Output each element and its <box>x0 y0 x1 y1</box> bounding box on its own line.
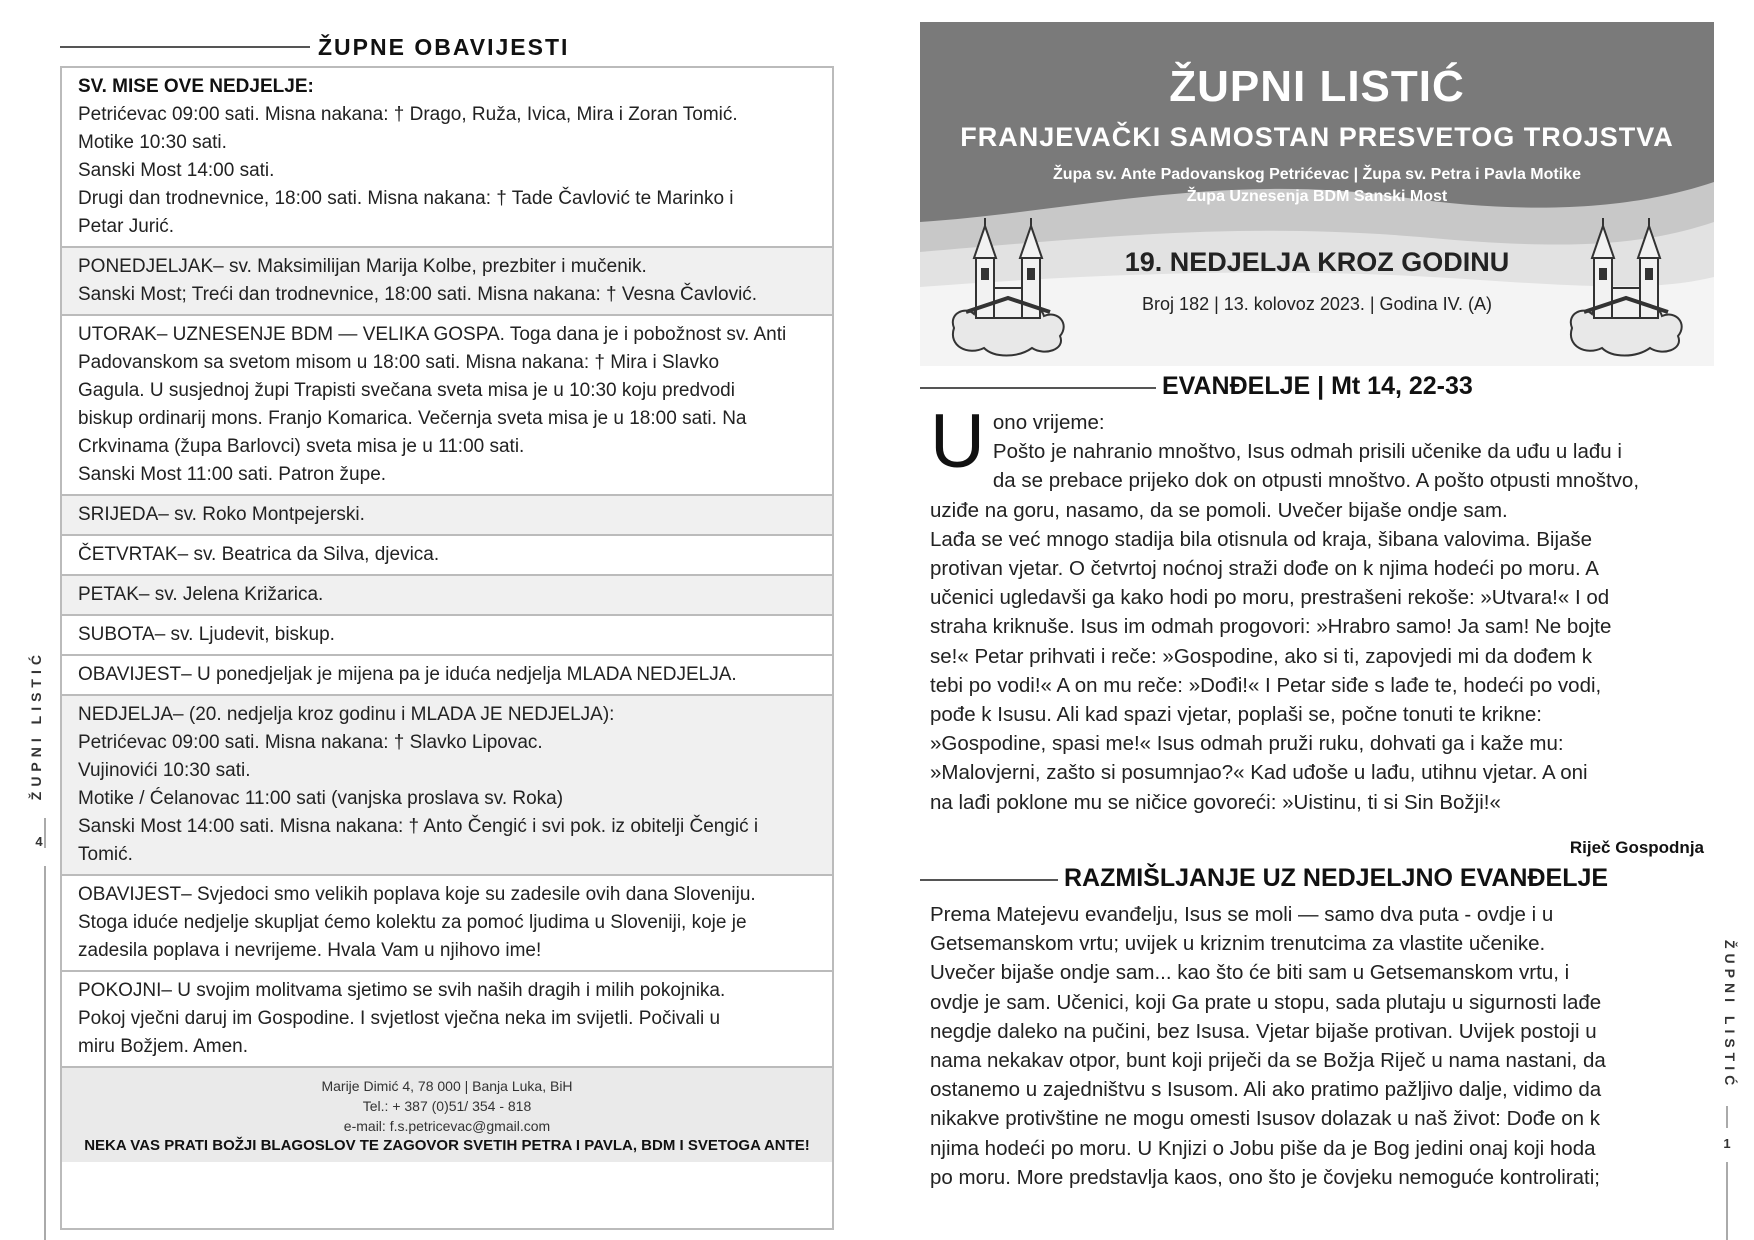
left-side-tab: ŽUPNI LISTIĆ <box>28 650 44 801</box>
notice-line: Padovanskom sa svetom misom u 18:00 sati. Misna nakana: † Mira i Slavko <box>78 352 720 373</box>
gospel-line: protivan vjetar. O četvrtoj noćnoj straži dođe on k njima hodeći po moru. A <box>930 557 1599 581</box>
right-tab-rule-lower <box>1726 1162 1728 1240</box>
gospel-line: na lađi poklone mu se ničice govoreći: »Uistinu, ti si Sin Božji!« <box>930 790 1501 814</box>
gospel-line: »Malovjerni, zašto si posumnjao?« Kad uđoše u lađu, utihnu vjetar. A oni <box>930 761 1588 785</box>
notice-block-wednesday <box>62 496 832 536</box>
gospel-line: da se prebace prijeko dok on otpusti mnoštvo. A pošto otpusti mnoštvo, <box>992 469 1640 493</box>
gospel-signature: Riječ Gospodnja <box>1569 838 1704 857</box>
notice-line: Crkvinama (župa Barlovci) sveta misa je u 11:00 sati. <box>78 436 525 457</box>
gospel-line: Pošto je nahranio mnoštvo, Isus odmah prisili učenike da uđu u lađu i <box>992 440 1622 464</box>
reflection-line: njima hodeći po moru. U Knjizi o Jobu piše da je Bog jedini onaj koji hoda <box>930 1136 1596 1160</box>
drop-cap: U <box>930 399 985 484</box>
heading-rule <box>920 387 1156 389</box>
notice-block-mass <box>62 68 832 248</box>
header-banner <box>920 22 1714 366</box>
parishes-line: Župa Uznesenja BDM Sanski Most <box>1186 188 1448 205</box>
footer-address: Marije Dimić 4, 78 000 | Banja Luka, BiH <box>321 1078 573 1094</box>
reflection-text <box>930 900 1704 1192</box>
notices-panel <box>60 66 834 1230</box>
notice-line: Stoga iduće nedjelje skupljat ćemo kolektu za pomoć ljudima u Sloveniji, koje je <box>78 912 747 933</box>
reflection-line: po moru. More predstavlja kaos, ono što je čovjeku nemoguće kontrolirati; <box>930 1165 1601 1189</box>
notice-line: SUBOTA– sv. Ljudevit, biskup. <box>78 624 335 645</box>
gospel-line: se!« Petar prihvati i reče: »Gospodine, ako si ti, zapovjedi mi da dođem k <box>930 644 1593 668</box>
notice-block-friday <box>62 576 832 616</box>
reflection-line: negdje daleko na pučini, bez Isusa. Vjetar bijaše protivan. Uvijek postoji u <box>930 1019 1597 1043</box>
notice-block-deceased <box>62 972 832 1068</box>
notice-line: PONEDJELJAK– sv. Maksimilijan Marija Kolbe, prezbiter i mučenik. <box>78 256 647 277</box>
notice-line: Petar Jurić. <box>78 216 175 237</box>
notice-line: miru Božjem. Amen. <box>78 1036 248 1057</box>
gospel-heading <box>920 372 1714 402</box>
footer-phone: Tel.: + 387 (0)51/ 354 - 818 <box>362 1098 532 1114</box>
notices-title: ŽUPNE OBAVIJESTI <box>318 34 570 60</box>
gospel-line: Lađa se već mnogo stadija bila otisnula od kraja, šibana valovima. Bijaše <box>930 527 1593 551</box>
notice-block-saturday <box>62 616 832 656</box>
notice-line: OBAVIJEST– Svjedoci smo velikih poplava koje su zadesile ovih dana Sloveniju. <box>78 884 756 905</box>
notice-line: Drugi dan trodnevnice, 18:00 sati. Misna nakana: † Tade Čavlović te Marinko i <box>78 188 734 209</box>
notice-line: NEDJELJA– (20. nedjelja kroz godinu i MLADA JE NEDJELJA): <box>78 704 615 725</box>
heading-rule <box>920 879 1058 881</box>
reflection-line: Prema Matejevu evanđelju, Isus se moli — samo dva puta - ovdje i u <box>930 903 1554 926</box>
notice-line: Petrićevac 09:00 sati. Misna nakana: † Slavko Lipovac. <box>78 732 543 753</box>
notice-line: SRIJEDA– sv. Roko Montpejerski. <box>78 504 365 525</box>
reflection-line: ovdje je sam. Učenici, koji Ga prate u stopu, sada plutaju u sigurnosti lađe <box>930 990 1602 1014</box>
heading-rule <box>60 46 310 48</box>
notice-line: Sanski Most 14:00 sati. Misna nakana: † Anto Čengić i svi pok. iz obitelji Čengić i <box>78 816 759 837</box>
parishes-line: Župa sv. Ante Padovanskog Petrićevac | Župa sv. Petra i Pavla Motike <box>1053 166 1581 183</box>
notice-line: UTORAK– UZNESENJE BDM — VELIKA GOSPA. Toga dana je i pobožnost sv. Anti <box>78 324 787 345</box>
contact-footer <box>62 1068 832 1162</box>
footer-blessing: NEKA VAS PRATI BOŽJI BLAGOSLOV TE ZAGOVOR SVETIH PETRA I PAVLA, BDM I SVETOGA ANTE! <box>84 1137 810 1154</box>
reflection-line: ostanemo u zajedništvu s Isusom. Ali ako pratimo pažljivo dalje, vidimo da <box>930 1078 1602 1102</box>
notice-line: Petrićevac 09:00 sati. Misna nakana: † Drago, Ruža, Ivica, Mira i Zoran Tomić. <box>78 104 738 125</box>
reflection-line: Getsemanskom vrtu; uvijek u kriznim trenutcima za vlastite učenike. <box>930 932 1546 956</box>
notice-line: Tomić. <box>78 844 133 865</box>
gospel-line: tebi po vodi!« A on mu reče: »Dođi!« I Petar siđe s lađe te, hodeći po vodi, <box>930 673 1602 697</box>
notice-line: Motike / Ćelanovac 11:00 sati (vanjska proslava sv. Roka) <box>78 788 564 809</box>
issue-line: Broj 182 | 13. kolovoz 2023. | Godina IV. (A) <box>1142 294 1492 314</box>
notice-block-announcement <box>62 656 832 696</box>
notice-line: Sanski Most; Treći dan trodnevnice, 18:00 sati. Misna nakana: † Vesna Čavlović. <box>78 284 758 305</box>
right-side-tab: ŽUPNI LISTIĆ <box>1722 940 1738 1091</box>
left-page-number: 4 <box>35 834 43 849</box>
notice-line: POKOJNI– U svojim molitvama sjetimo se svih naših dragih i milih pokojnika. <box>78 980 726 1001</box>
right-tab-rule <box>1726 1106 1728 1128</box>
notice-line: Gagula. U susjednoj župi Trapisti svečana sveta misa je u 10:30 koju predvodi <box>78 380 735 401</box>
notice-line: Sanski Most 11:00 sati. Patron župe. <box>78 464 387 485</box>
banner-title: ŽUPNI LISTIĆ <box>1169 62 1465 111</box>
notice-block-thursday <box>62 536 832 576</box>
notice-line: Vujinovići 10:30 sati. <box>78 760 251 781</box>
church-logo-icon <box>948 218 1068 358</box>
reflection-title: RAZMIŠLJANJE UZ NEDJELJNO EVANĐELJE <box>1064 864 1609 892</box>
gospel-text <box>930 399 1704 817</box>
left-heading <box>60 34 834 64</box>
notice-line: Motike 10:30 sati. <box>78 132 227 153</box>
notice-block-sunday <box>62 696 832 876</box>
banner-subtitle: FRANJEVAČKI SAMOSTAN PRESVETOG TROJSTVA <box>960 122 1674 152</box>
gospel-line: straha kriknuše. Isus im odmah progovori: »Hrabro samo! Ja sam! Ne bojte <box>930 615 1612 639</box>
sunday-title: 19. NEDJELJA KROZ GODINU <box>1124 247 1510 277</box>
reflection-line: nikakve protivštine ne mogu omesti Isusov dolazak u naš život: Dođe on k <box>930 1107 1601 1131</box>
notice-block-monday <box>62 248 832 316</box>
notice-line: ČETVRTAK– sv. Beatrica da Silva, djevica. <box>78 544 440 565</box>
notice-line: OBAVIJEST– U ponedjeljak je mijena pa je iduća nedjelja MLADA NEDJELJA. <box>78 664 737 685</box>
notice-block-tuesday <box>62 316 832 496</box>
reflection-line: Uvečer bijaše ondje sam... kao što će biti sam u Getsemanskom vrtu, i <box>930 961 1570 985</box>
notice-line: Sanski Most 14:00 sati. <box>78 160 275 181</box>
gospel-line: pođe k Isusu. Ali kad spazi vjetar, poplaši se, počne tonuti te krikne: <box>930 703 1542 727</box>
gospel-title: EVANĐELJE | Mt 14, 22-33 <box>1162 372 1473 400</box>
gospel-line: učenici ugledavši ga kako hodi po moru, prestrašeni rekoše: »Utvara!« I od <box>930 586 1610 610</box>
notice-line: zadesila poplava i nevrijeme. Hvala Vam u njihovo ime! <box>78 940 542 961</box>
footer-email: e-mail: f.s.petricevac@gmail.com <box>343 1118 551 1134</box>
notice-line: PETAK– sv. Jelena Križarica. <box>78 584 324 605</box>
notice-line: Pokoj vječni daruj im Gospodine. I svjetlost vječna neka im svijetli. Počivali u <box>78 1008 721 1029</box>
notice-block-collection <box>62 876 832 972</box>
notice-line: SV. MISE OVE NEDJELJE: <box>78 76 314 97</box>
banner-parishes <box>920 164 1714 208</box>
church-logo-icon <box>1566 218 1686 358</box>
notice-line: biskup ordinarij mons. Franjo Komarica. Večernja sveta misa je u 18:00 sati. Na <box>78 408 747 429</box>
reflection-line: nama nekakav otpor, bunt koji priječi da se Božja Riječ u nama nastani, da <box>930 1049 1606 1073</box>
gospel-line: »Gospodine, spasi me!« Isus odmah pruži ruku, dohvati ga i kaže mu: <box>930 732 1564 756</box>
right-page-number: 1 <box>1723 1136 1731 1151</box>
left-tab-rule-lower <box>44 866 46 1240</box>
reflection-heading <box>920 864 1714 894</box>
gospel-line: uziđe na goru, nasamo, da se pomoli. Uvečer bijaše ondje sam. <box>930 498 1508 522</box>
gospel-line: ono vrijeme: <box>992 411 1105 434</box>
